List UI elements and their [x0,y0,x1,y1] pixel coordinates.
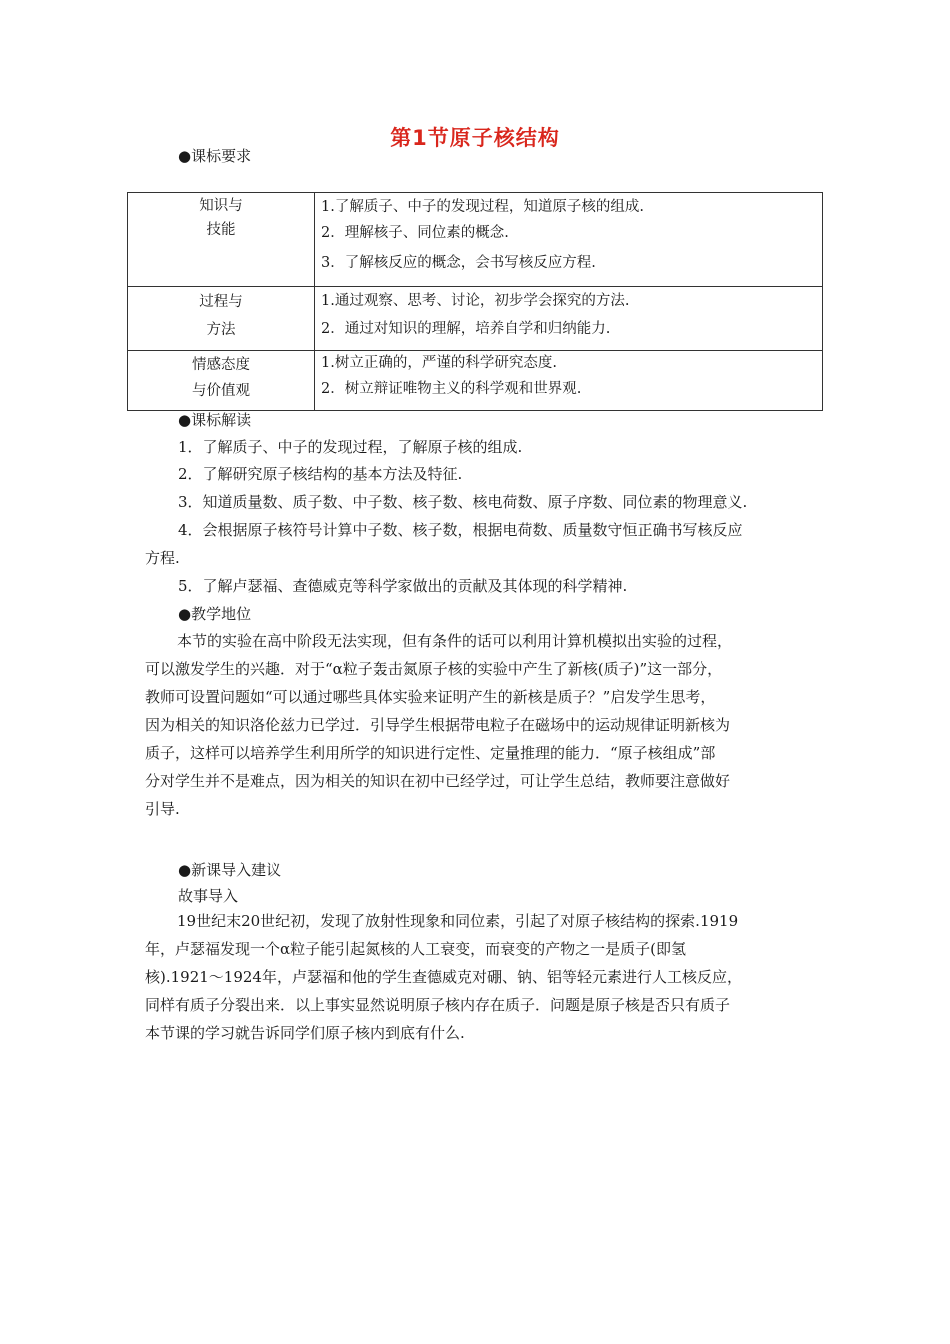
section-heading-requirements: ●课标要求 [178,147,252,165]
paragraph-line: 质子，这样可以培养学生利用所学的知识进行定性、定量推理的能力．“原子核组成”部 [145,744,716,762]
paragraph-line: 本节的实验在高中阶段无法实现，但有条件的话可以利用计算机模拟出实验的过程， [177,632,733,650]
position-paragraph [145,627,821,823]
page-title: 第1节原子核结构 [390,126,560,150]
section-heading-interpretation: ●课标解读 [178,411,252,429]
list-item: 1.树立正确的，严谨的科学研究态度. [321,355,557,371]
items-cell [315,193,823,287]
list-item: 2．树立辩证唯物主义的科学观和世界观. [321,381,582,397]
list-item: 3．了解核反应的概念，会书写核反应方程. [321,255,596,271]
category-label: 技能 [206,222,236,238]
list-item: 1.了解质子、中子的发现过程，知道原子核的组成. [321,199,644,215]
list-item: 3．知道质量数、质子数、中子数、核子数、核电荷数、原子序数、同位素的物理意义. [178,493,748,511]
list-item: 1．了解质子、中子的发现过程，了解原子核的组成. [178,438,523,456]
category-label: 方法 [206,322,236,338]
items-cell [315,351,823,411]
category-cell [128,193,315,287]
table-row [128,287,823,351]
section-heading-intro: ●新课导入建议 [178,861,282,879]
list-item: 4．会根据原子核符号计算中子数、核子数，根据电荷数、质量数守恒正确书写核反应 [178,521,743,539]
paragraph-line: 教师可设置问题如“可以通过哪些具体实验来证明产生的新核是质子？”启发学生思考， [145,688,716,706]
category-cell [128,351,315,411]
paragraph-line: 本节课的学习就告诉同学们原子核内到底有什么. [145,1024,465,1042]
list-item: 方程. [145,549,180,567]
category-label: 知识与 [199,198,243,214]
paragraph-line: 引导. [145,800,180,818]
paragraph-line: 同样有质子分裂出来．以上事实显然说明原子核内存在质子．问题是原子核是否只有质子 [145,996,731,1014]
list-item: 2．通过对知识的理解，培养自学和归纳能力. [321,321,611,337]
paragraph-line: 可以激发学生的兴趣．对于“α粒子轰击氮原子核的实验中产生了新核(质子)”这一部分， [145,660,723,678]
table-row [128,351,823,411]
list-item: 2．了解研究原子核结构的基本方法及特征. [178,465,463,483]
category-label: 与价值观 [192,383,250,399]
paragraph-line: 19世纪末20世纪初，发现了放射性现象和同位素，引起了对原子核结构的探索.1919 [177,912,739,930]
list-item: 5．了解卢瑟福、查德威克等科学家做出的贡献及其体现的科学精神. [178,577,628,595]
paragraph-line: 年，卢瑟福发现一个α粒子能引起氮核的人工衰变，而衰变的产物之一是质子(即氢 [145,940,686,958]
category-label: 过程与 [199,294,243,310]
paragraph-line: 因为相关的知识洛伦兹力已学过．引导学生根据带电粒子在磁场中的运动规律证明新核为 [145,716,731,734]
category-label: 情感态度 [192,357,250,373]
category-cell [128,287,315,351]
paragraph-line: 分对学生并不是难点，因为相关的知识在初中已经学过，可让学生总结，教师要注意做好 [145,772,731,790]
requirements-table [127,192,823,411]
table-row [128,193,823,287]
list-item: 1.通过观察、思考、讨论，初步学会探究的方法. [321,293,630,309]
items-cell [315,287,823,351]
story-heading: 故事导入 [178,887,239,905]
section-heading-position: ●教学地位 [178,605,252,623]
paragraph-line: 核).1921～1924年，卢瑟福和他的学生查德威克对硼、钠、铝等轻元素进行人工核反应， [145,968,742,986]
list-item: 2．理解核子、同位素的概念. [321,225,509,241]
story-paragraph [145,907,821,1047]
